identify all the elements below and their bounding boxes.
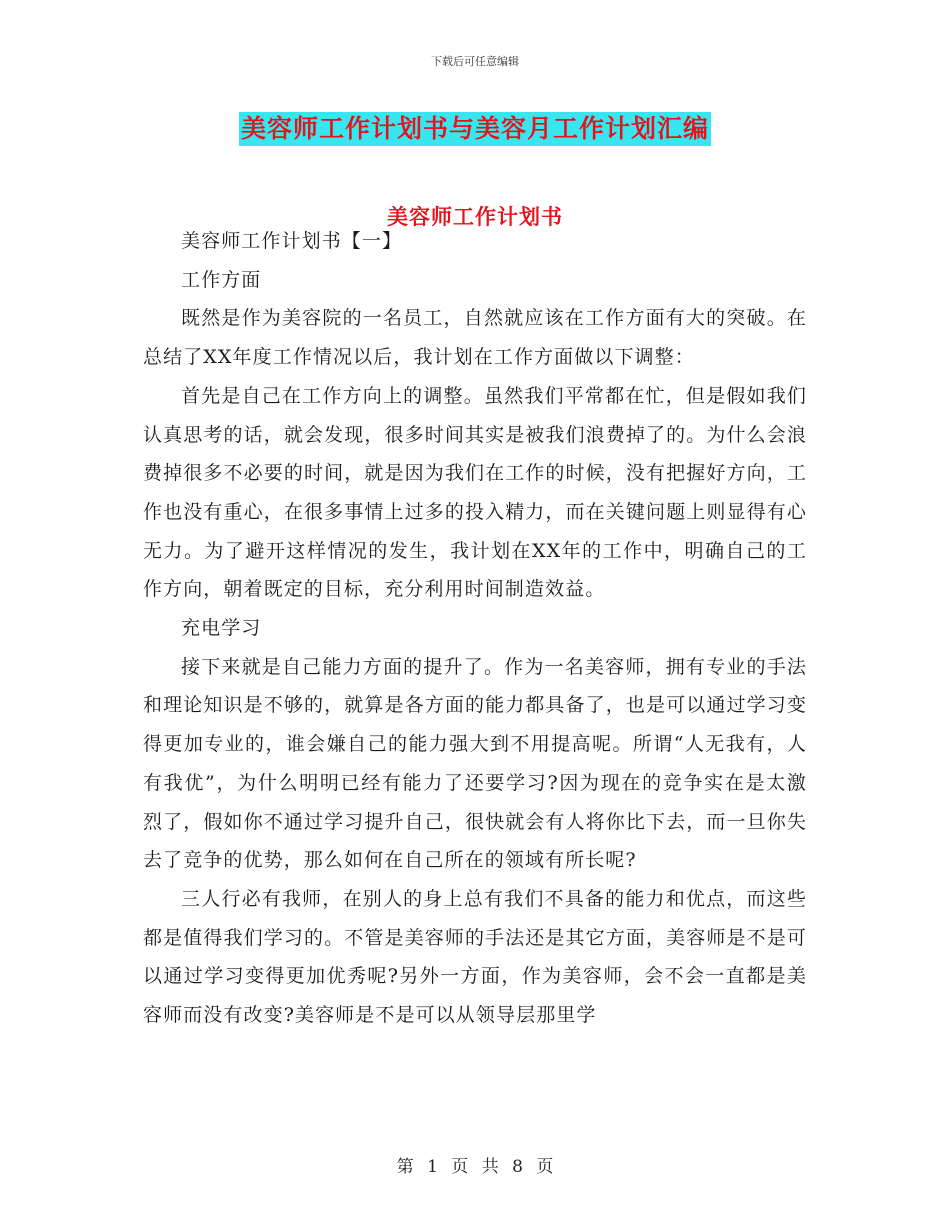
paragraph: 充电学习: [181, 617, 262, 640]
paragraph: 接下来就是自己能力方面的提升了。作为一名美容师，拥有专业的手法和理论知识是不够的，就算是各方面的能力都具备了，也是可以通过学习变得更加专业的，谁会嫌自己的能力强大到不用提高呢。所谓“人无我有，人有我优”，为什么明明已经有能力了还要学习?因为现在的竞争实在是太激烈了，假如你不通过学习提升自己，很快就会有人将你比下去，而一旦你失去了竞争的优势，那么如何在自己所在的领域有所长呢?: [143, 655, 807, 872]
section-title: 美容师工作计划书: [387, 204, 563, 229]
paragraph: 美容师工作计划书【一】: [181, 230, 403, 252]
document-title: [0, 112, 950, 146]
document-title-text: 美容师工作计划书与美容月工作计划汇编: [239, 112, 711, 146]
header-note: 下载后可任意编辑: [431, 55, 519, 68]
paragraph: 三人行必有我师，在别人的身上总有我们不具备的能力和优点，而这些都是值得我们学习的。不管是美容师的手法还是其它方面，美容师是不是可以通过学习变得更加优秀呢?另外一方面，作为美容师，会不会一直都是美容师而没有改变?美容师是不是可以从领导层那里学: [143, 887, 807, 1027]
paragraph: 首先是自己在工作方向上的调整。虽然我们平常都在忙，但是假如我们认真思考的话，就会发现，很多时间其实是被我们浪费掉了的。为什么会浪费掉很多不必要的时间，就是因为我们在工作的时候，没有把握好方向，工作也没有重心，在很多事情上过多的投入精力，而在关键问题上则显得有心无力。为了避开这样情况的发生，我计划在XX年的工作中，明确自己的工作方向，朝着既定的目标，充分利用时间制造效益。: [143, 384, 807, 601]
paragraph: 工作方面: [181, 268, 262, 291]
page-number: 第 1 页 共 8 页: [396, 1157, 554, 1177]
document-body: [143, 222, 807, 1035]
paragraph: 既然是作为美容院的一名员工，自然就应该在工作方面有大的突破。在总结了XX年度工作情况以后，我计划在工作方面做以下调整：: [143, 307, 807, 369]
